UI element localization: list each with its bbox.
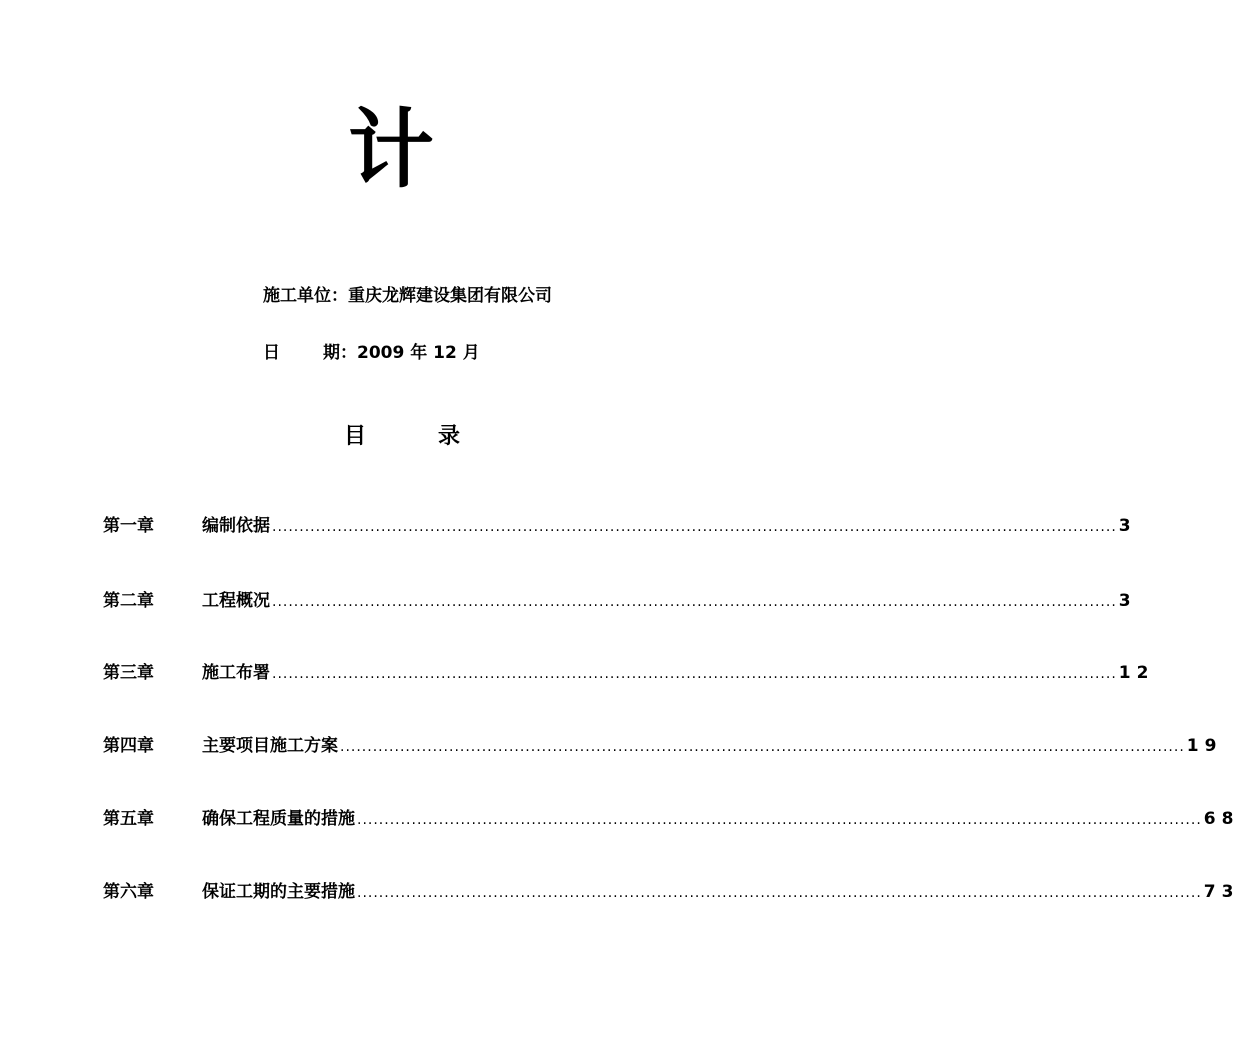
construction-unit-label: 施工单位： <box>263 286 348 306</box>
toc-entry-page: 3 <box>1118 591 1137 611</box>
toc-entry[interactable] <box>103 513 1137 539</box>
toc-entry-chapter: 第五章 <box>103 809 154 829</box>
date-line <box>263 341 480 365</box>
toc-entry-chapter: 第一章 <box>103 516 154 536</box>
toc-leader-dots: ........................................................................................................................................................... <box>357 812 1202 828</box>
toc-entry-title: 编制依据 <box>202 516 270 536</box>
toc-leader-dots: ........................................................................................................................................................... <box>340 739 1185 755</box>
toc-leader-dots: ........................................................................................................................................................... <box>272 666 1117 682</box>
toc-heading-char-1: 目 <box>344 424 367 449</box>
date-value: 2009 年 12 月 <box>357 343 480 363</box>
toc-entry-title: 工程概况 <box>202 591 270 611</box>
date-label-part1: 日 <box>263 343 280 363</box>
toc-entry[interactable] <box>103 733 1223 759</box>
document-title-char: 计 <box>348 100 434 200</box>
toc-entry-title: 主要项目施工方案 <box>202 736 338 756</box>
toc-entry-page: 12 <box>1118 663 1155 683</box>
toc-entry-page: 68 <box>1203 809 1239 829</box>
toc-entry-page: 3 <box>1118 516 1137 536</box>
toc-entry-title: 确保工程质量的措施 <box>202 809 355 829</box>
toc-heading <box>344 421 460 453</box>
toc-entry-chapter: 第四章 <box>103 736 154 756</box>
toc-entry-page: 19 <box>1186 736 1223 756</box>
toc-heading-char-2: 录 <box>438 424 461 449</box>
toc-entry[interactable] <box>103 806 1239 832</box>
toc-entry-page: 73 <box>1203 882 1239 902</box>
toc-leader-dots: ........................................................................................................................................................... <box>272 594 1117 610</box>
toc-entry-chapter: 第三章 <box>103 663 154 683</box>
toc-entry-title: 施工布署 <box>202 663 270 683</box>
toc-entry-chapter: 第二章 <box>103 591 154 611</box>
toc-leader-dots: ........................................................................................................................................................... <box>357 885 1202 901</box>
toc-entry-chapter: 第六章 <box>103 882 154 902</box>
toc-entry[interactable] <box>103 588 1137 614</box>
toc-entry[interactable] <box>103 660 1155 686</box>
date-label-part2: 期： <box>323 343 357 363</box>
toc-entry[interactable] <box>103 879 1239 905</box>
construction-unit-line <box>263 284 552 308</box>
toc-leader-dots: ........................................................................................................................................................... <box>272 519 1117 535</box>
construction-unit-value: 重庆龙辉建设集团有限公司 <box>348 286 552 306</box>
toc-entry-title: 保证工期的主要措施 <box>202 882 355 902</box>
